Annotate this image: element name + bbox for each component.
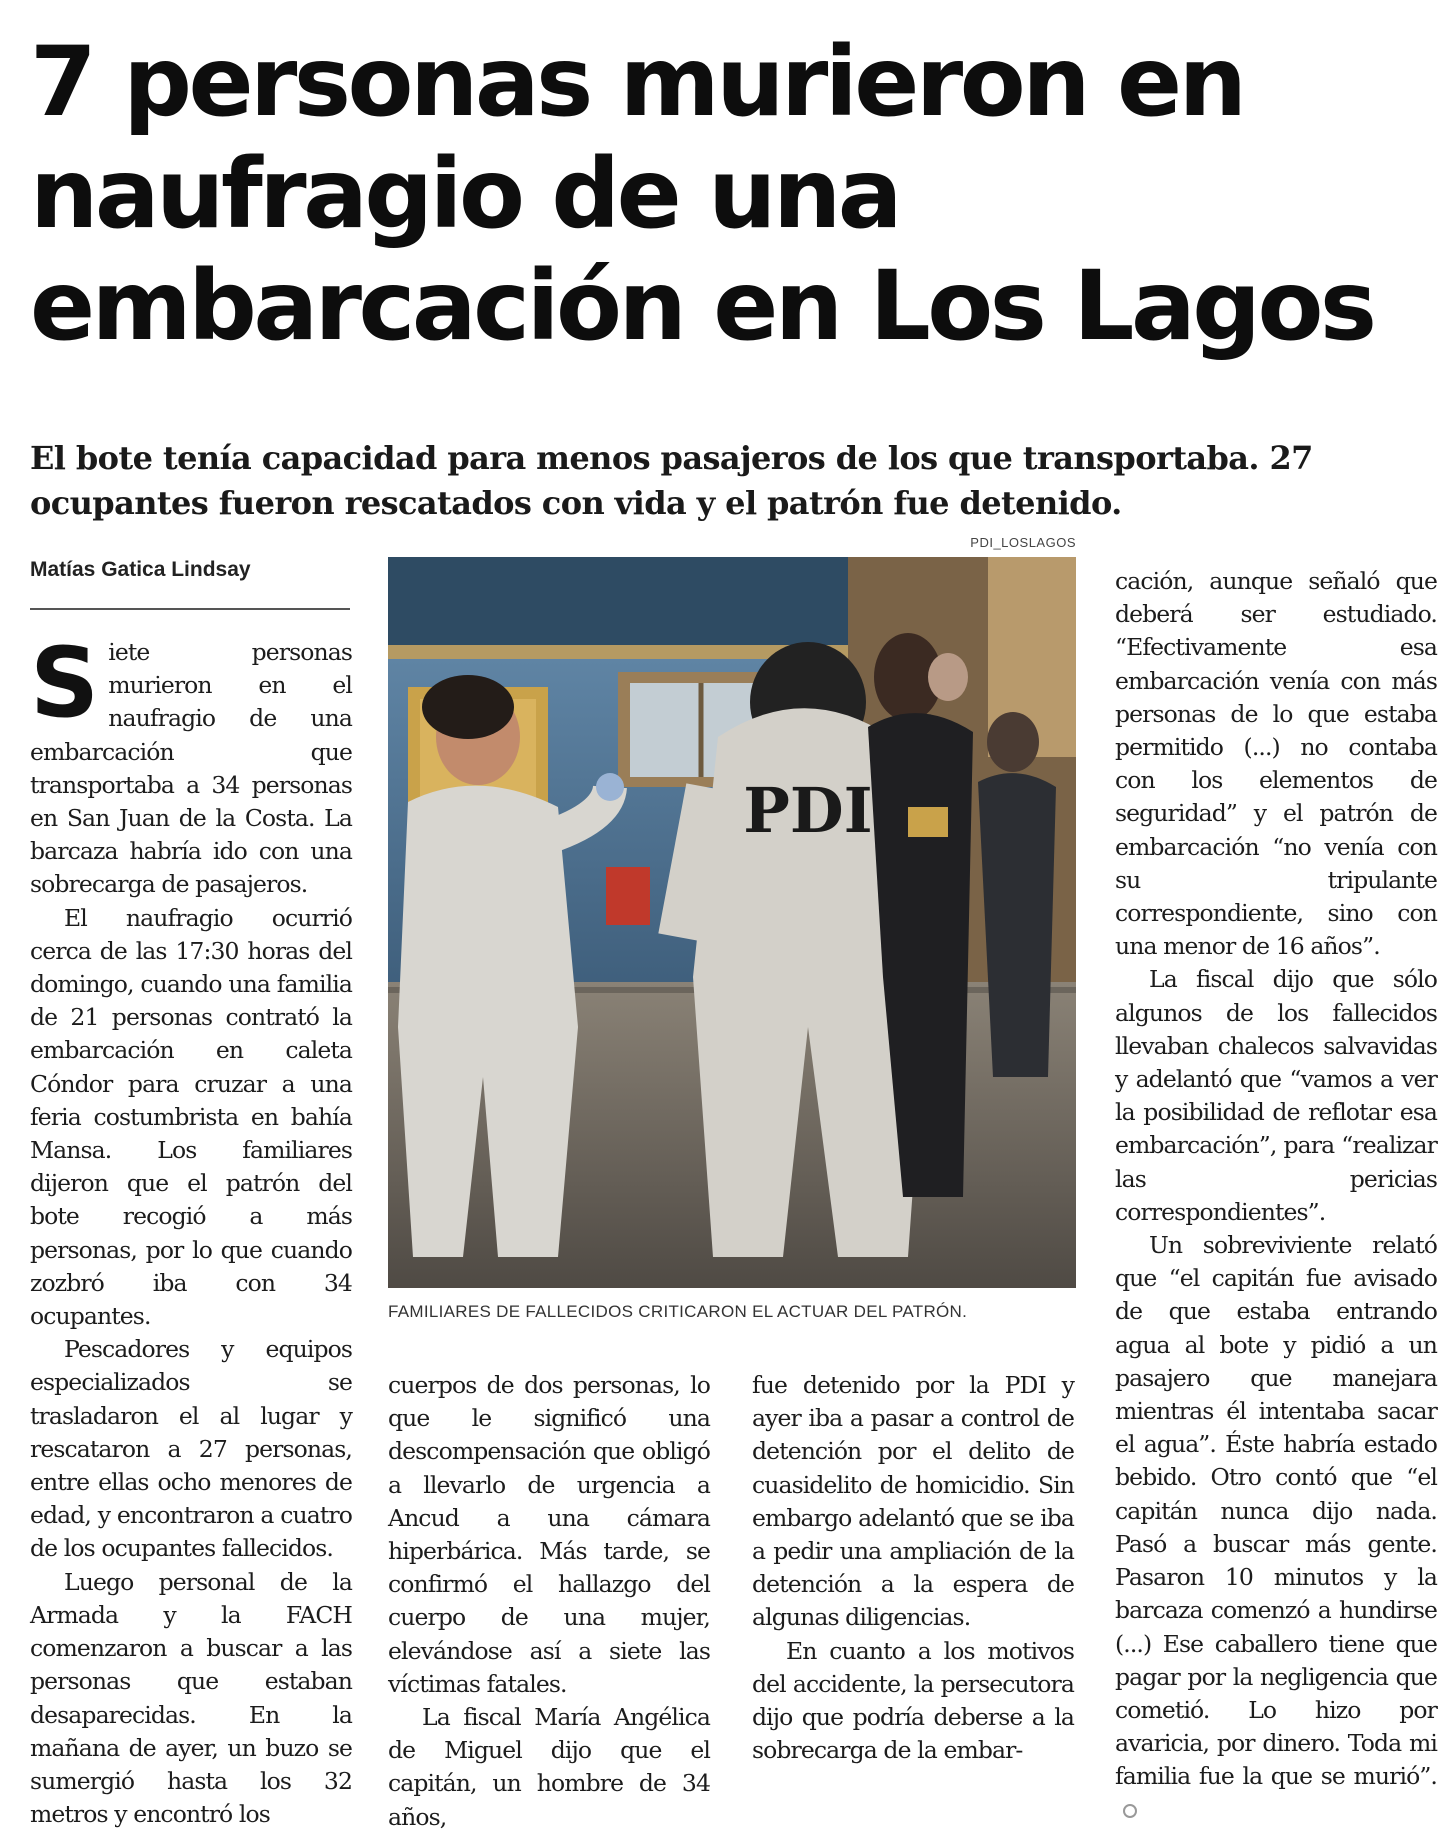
body-paragraph: El naufragio ocurrió cerca de las 17:30 horas del domingo, cuando una familia de 21 personas contrató la embarcación en caleta Cóndor para cruzar a una feria costumbrista en bahía Mansa. Los familiares dijeron que el patrón del bote recogió a más personas, por lo que cuando zozbró iba con 34 ocupantes. — [30, 903, 352, 1331]
body-paragraph — [30, 627, 352, 902]
end-of-article-icon — [1123, 1804, 1137, 1818]
paragraph-text: Un sobreviviente relató que “el capitán fue avisado de que estaba entrando agua al bote y pidió a un pasajero que manejara mientras él intentaba sacar el agua”. Éste habría estado bebido. Otro contó que “el capitán nunca dijo nada. Pasó a buscar más gente. Pasaron 10 minutos y la barcaza comenzó a hundirse (...) Ese caballero tiene que pagar por la negligencia que cometió. Lo hizo por avaricia, por dinero. Toda mi familia fue la que se murió”. — [1115, 1231, 1437, 1791]
body-column-4 — [1115, 565, 1437, 1791]
photo-credit: PDI_LOSLAGOS — [970, 535, 1076, 550]
byline: Matías Gatica Lindsay — [30, 558, 251, 581]
body-paragraph: cuerpos de dos personas, lo que le significó una descompensación que obligó a llevarlo de urgencia a Ancud a una cámara hiperbárica. Más tarde, se confirmó el hallazgo del cuerpo de una mujer, elevándose así a siete las víctimas fatales. — [388, 1371, 710, 1698]
body-paragraph: cación, aunque señaló que deberá ser estudiado. “Efectivamente esa embarcación venía con más personas de lo que estaba permitido (...) no contaba con los elementos de seguridad” y el patrón de embarcación “no venía con su tripulante correspondiente, sino con una menor de 16 años”. — [1115, 567, 1437, 961]
body-column-1 — [30, 627, 352, 1829]
body-paragraph: La fiscal María Angélica de Miguel dijo que el capitán, un hombre de 34 años, — [388, 1703, 710, 1831]
body-paragraph: Luego personal de la Armada y la FACH comenzaron a buscar a las personas que estaban desaparecidas. En la mañana de ayer, un buzo se sumergió hasta los 32 metros y encontró los — [30, 1567, 352, 1829]
vest-text: PDI — [743, 774, 873, 847]
body-column-3 — [752, 1369, 1074, 1779]
news-photo — [388, 557, 1076, 1288]
body-paragraph: En cuanto a los motivos del accidente, la persecutora dijo que podría deberse a la sobrecarga de la embar- — [752, 1636, 1074, 1765]
photo-illustration — [388, 557, 1076, 1288]
byline-divider — [30, 608, 350, 610]
deck-subtitle: El bote tenía capacidad para menos pasajeros de los que transportaba. 27 ocupantes fueron rescatados con vida y el patrón fue detenido. — [30, 439, 1313, 522]
paragraph-text: iete personas murieron en el naufragio de una embarcación que transportaba a 34 personas en San Juan de la Costa. La barcaza habría ido con una sobrecarga de pasajeros. — [30, 638, 352, 899]
body-paragraph: Pescadores y equipos especializados se trasladaron el al lugar y rescataron a 27 personas, entre ellas ocho menores de edad, y encontraron a cuatro de los ocupantes fallecidos. — [30, 1335, 352, 1563]
dropcap: S — [30, 627, 99, 739]
headline: 7 personas murieron en naufragio de una embarcación en Los Lagos — [30, 26, 1374, 362]
body-paragraph: La fiscal dijo que sólo algunos de los fallecidos llevaban chalecos salvavidas y adelantó que “vamos a ver la posibilidad de reflotar esa embarcación”, para “realizar las pericias correspondientes”. — [1115, 965, 1437, 1226]
body-paragraph: fue detenido por la PDI y ayer iba a pasar a control de detención por el delito de cuasidelito de homicidio. Sin embargo adelantó que se iba a pedir una ampliación de la detención a la espera de algunas diligencias. — [752, 1371, 1074, 1632]
body-paragraph — [1115, 1229, 1437, 1827]
photo-caption: FAMILIARES DE FALLECIDOS CRITICARON EL ACTUAR DEL PATRÓN. — [388, 1302, 968, 1321]
body-column-2 — [388, 1369, 710, 1831]
